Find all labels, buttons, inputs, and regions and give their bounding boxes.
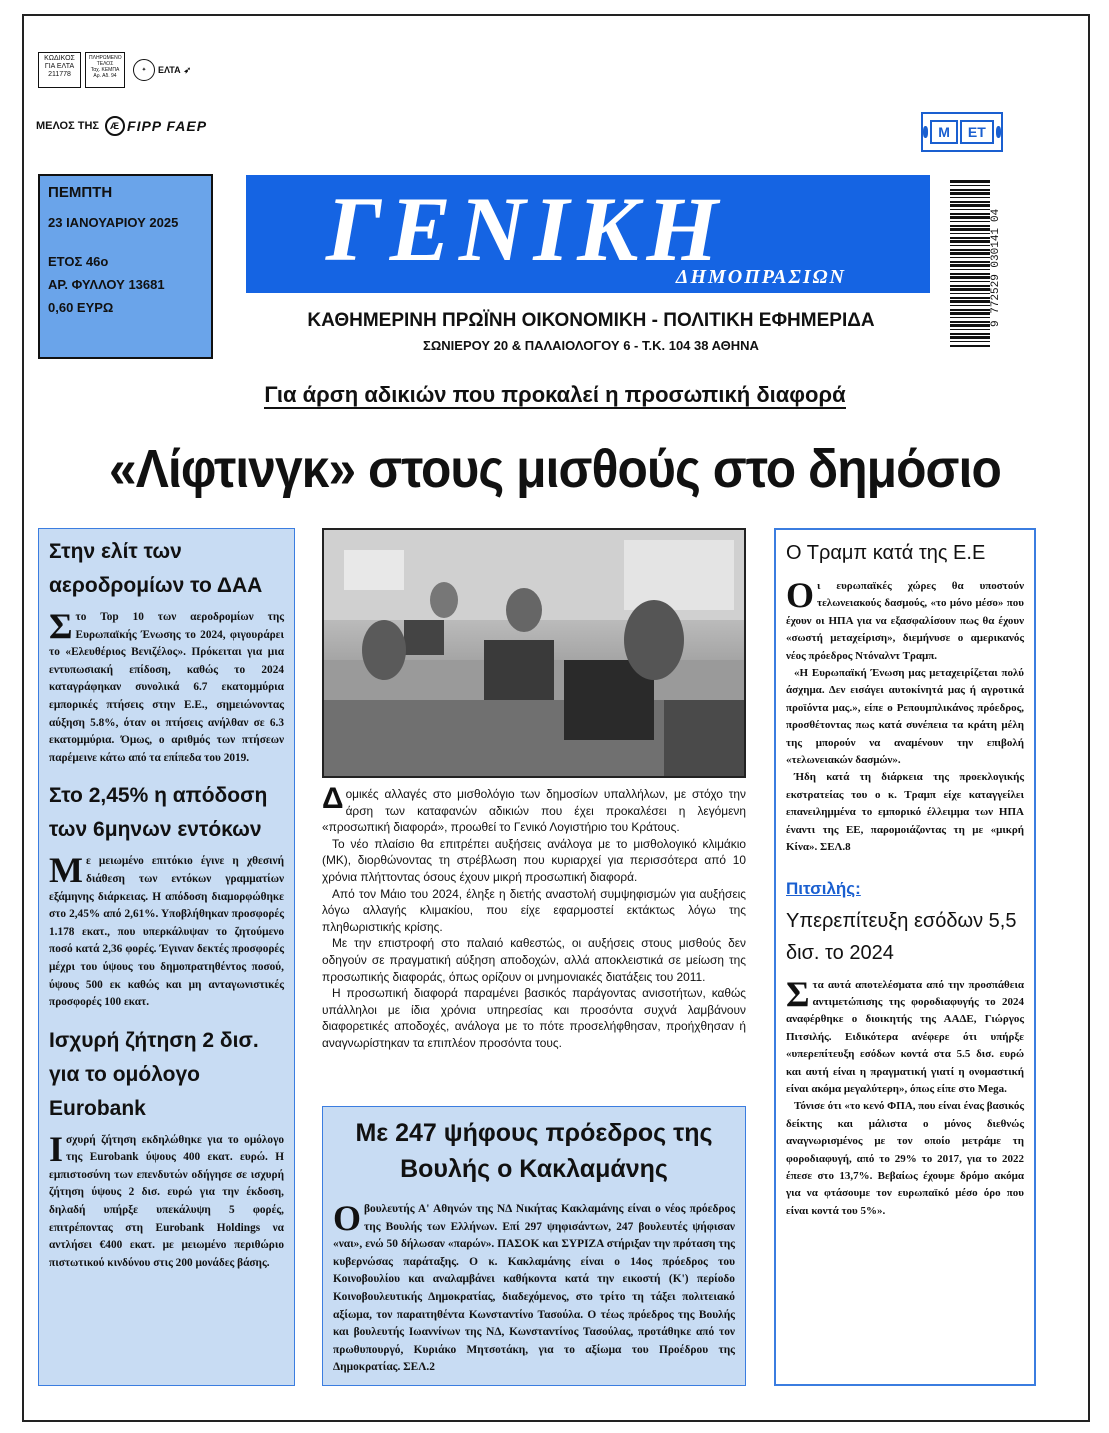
stamp-line: Αρ. Αδ. 94: [93, 73, 117, 79]
stamp-line: ΤΕΛΟΣ: [96, 61, 114, 67]
elta-logo: [133, 59, 191, 81]
article-title: Ο Τραμπ κατά της Ε.Ε: [786, 542, 986, 564]
article-title: Με 247 ψήφους πρόεδρος της Βουλής ο Κακλαμάνης: [355, 1119, 713, 1183]
drop-cap: Ι: [49, 1128, 64, 1169]
barcode-issue: 04: [990, 208, 1002, 222]
article-kicker-link: Πιτσιλής:: [786, 878, 861, 898]
right-dot-icon: [996, 126, 1001, 138]
drop-cap: Ο: [786, 575, 815, 615]
article-title: Ισχυρή ζήτηση 2 δισ. για το ομόλογο Eurobank: [49, 1028, 259, 1120]
newspaper-subtitle: ΔΗΜΟΠΡΑΣΙΩΝ: [675, 266, 846, 288]
met-m: Μ: [930, 120, 958, 144]
article-text: το Top 10 των αεροδρομίων της Ευρωπαϊκής Ένωσης το 2024, φιγουράρει το «Ελευθέριος Βενιζέλος». Πρόκειται για μια εντυπωσιακή επίδοση, καθώς το 2024 καταγράφηκαν συνολικά 6.7 εκατομμύρια εμπορικές πτήσεις στην Ε.Ε., σημειώνοντας αύξηση 5.8%, όταν οι πτήσεις ανήλθαν σε 6.3 εκατομμύρια. Όμως, ο αριθμός των πτήσεων παρέμεινε κάτω από τα επίπεδα του 2019.: [49, 611, 284, 764]
article-text: ε μειωμένο επιτόκιο έγινε η χθεσινή διάθεση των εντόκων γραμματίων εξάμηνης διάρκειας. Η απόδοση διαμορφώθηκε στο 2,45% από 2,61%. Υποβλήθηκαν προσφορές 1.178 εκατ., που υπερκάλυψαν το ζητούμενο ποσό κατά 2,36 φορές. Έγιναν δεκτές προσφορές μέχρι του ύψους του δημοπρατηθέντος ποσού, ύψους 500 εκ καθώς και μη ανταγωνιστικές προσφορές 100 εκατ.: [49, 855, 284, 1009]
seal-icon: ✦: [133, 59, 155, 81]
lead-paragraph: Από τον Μάιο του 2024, έληξε η διετής αναστολή συμψηφισμών για αυξήσεις λόγω αλλαγής κλιμακίου, που είχε εφαρμοστεί εκτάκτως λόγω της πληθωριστικής κρίσης.: [322, 886, 746, 934]
article-body: [49, 1128, 284, 1273]
drop-cap: Μ: [49, 850, 83, 891]
office-illustration: [324, 530, 746, 778]
membership: [36, 116, 207, 136]
article-title: Στο 2,45% η απόδοση των 6μηνων εντόκων: [49, 784, 268, 842]
left-column: [38, 528, 295, 1386]
article-body: [49, 850, 284, 1011]
masthead: [246, 175, 930, 293]
issue-year: ΕΤΟΣ 46ο: [48, 254, 109, 269]
member-label: ΜΕΛΟΣ ΤΗΣ: [36, 120, 100, 132]
ae-circle-icon: Æ: [105, 116, 125, 136]
stamp-line: ΠΛΗΡΩΜΕΝΟ: [89, 55, 122, 61]
drop-cap: Δ: [322, 782, 344, 815]
drop-cap: Σ: [786, 973, 810, 1014]
lead-article-body: [322, 782, 746, 1052]
newspaper-title: ΓΕΝΙΚΗ: [326, 178, 727, 280]
article-body: [786, 973, 1024, 1221]
member-logo-text: FIPP FAEP: [127, 118, 208, 134]
met-badge: [921, 112, 1003, 152]
main-headline: «Λίφτινγκ» στους μισθούς στο δημόσιο: [109, 439, 1001, 499]
issue-number: ΑΡ. ΦΥΛΛΟΥ 13681: [48, 277, 165, 292]
stamp-line: Ταχ. ΚΕΜΠΑ: [90, 67, 120, 73]
postal-stamps: [38, 52, 191, 88]
drop-cap: Ο: [333, 1198, 362, 1238]
newspaper-address: ΣΩΝΙΕΡΟΥ 20 & ΠΑΛΑΙΟΛΟΓΟΥ 6 - Τ.Κ. 104 38 ΑΘΗΝΑ: [423, 338, 759, 353]
stamp-line: 211778: [48, 71, 71, 78]
parliament-article-box: [322, 1106, 746, 1386]
drop-cap: Σ: [49, 606, 73, 646]
article-body: [49, 606, 284, 767]
article-text: Τόνισε ότι «το κενό ΦΠΑ, που είναι ένας βασικός δείκτης και μάλιστα ο μόνος διεθνώς αναγνωρισμένος με τον οποίο μετράμε τη φοροδιαφυγή, από το 29% το 2017, για το 2022 έπεσε στο 13,7%. Βεβαίως έχουμε δρόμο ακόμα για να φτάσουμε τον ευρωπαϊκό μέσο όρο που είναι κοντά του 5%».: [786, 1100, 1024, 1217]
barcode: [950, 180, 990, 348]
article-text: Ήδη κατά τη διάρκεια της προεκλογικής εκστρατείας του ο κ. Τραμπ είχε καταγγείλει επανειλημμένα το εμπορικό έλλειμμα των ΗΠΑ έναντι της ΕΕ, παρομοιάζοντας τη με «μικρή Κίνα». ΣΕΛ.8: [786, 771, 1024, 854]
stamp-line: ΚΩΔΙΚΟΣ: [44, 55, 75, 62]
article-body: [786, 575, 1024, 857]
paid-postage-stamp: [85, 52, 125, 88]
barcode-digits: 9 772529 030141: [990, 228, 1002, 328]
elta-label: ΕΛΤΑ: [158, 65, 181, 75]
met-et: ΕΤ: [960, 120, 994, 144]
lead-paragraph: Με την επιστροφή στο παλαιό καθεστώς, οι αυξήσεις στους μισθούς δεν οδηγούν σε πραγματική αύξηση αποδοχών, αλλά αποκλειστικά σε μείωση της προσωπικής διαφοράς, όπως ορίζουν οι μνημονιακές διατάξεις του 2011.: [322, 936, 746, 984]
article-title: Υπερεπίτευξη εσόδων 5,5 δισ. το 2024: [786, 909, 1017, 964]
article-text: βουλευτής Α' Αθηνών της ΝΔ Νικήτας Κακλαμάνης είναι ο νέος πρόεδρος της Βουλής των Ελλήνων. Επί 297 ψηφισάντων, 247 βουλευτές ψήφισαν «ναι», ενώ 50 δήλωσαν «παρών». ΠΑΣΟΚ και ΣΥΡΙΖΑ στήριξαν την πρόταση της κυβερνώσας παράταξης. Ο κ. Κακλαμάνης είναι ο 14ος πρόεδρος του Κοινοβουλίου και αναλαμβάνει καθήκοντα κατά την εικοστή (Κ') περίοδο Κοινοβουλευτικής Δημοκρατίας, διαδεχόμενος, στο τρίτο τη τάξει πολιτειακό αξίωμα, τον παραιτηθέντα Κωνσταντίνο Τασούλα. Ο τέως πρόεδρος της Βουλής και βουλευτής Ιωαννίνων της ΝΔ, Κωνσταντίνος Τασούλας, προτάθηκε από τον πρωθυπουργό, Κυριάκο Μητσοτάκη, για το αξίωμα του Προέδρου της Δημοκρατίας. ΣΕΛ.2: [333, 1203, 735, 1374]
kicker-text: Για άρση αδικιών που προκαλεί η προσωπική διαφορά: [264, 382, 846, 407]
bird-icon: ➶: [183, 64, 192, 75]
fipp-faep-logo: [105, 116, 207, 136]
article-body: [333, 1198, 735, 1377]
barcode-number: [990, 180, 1010, 356]
left-dot-icon: [923, 126, 928, 138]
article-text: «Η Ευρωπαϊκή Ένωση μας μεταχειρίζεται πολύ άσχημα. Δεν εισάγει αυτοκίνητά μας ή αγροτικά προϊόντα μας.», είπε ο Ρεπουμπλικάνος πρόεδρος, προσθέτοντας πως κατά συνέπεια τα κράτη μέλη της μπορούν να αναμένουν την επιβολή «τελωνειακών δασμών».: [786, 667, 1024, 767]
article-text: σχυρή ζήτηση εκδηλώθηκε για το ομόλογο της Eurobank ύψους 400 εκατ. ευρώ. Η εμπιστοσύνη των επενδυτών οδήγησε σε ισχυρή ζήτηση ύψους 2 δισ. ευρώ για την έκδοση, δηλαδή υπήρξε υπεκάλυψη 5 φορές, επιτρέποντας στη Eurobank Holdings να αντλήσει €400 εκατ. με μειωμένο περιθώριο πιστωτικού κινδύνου στις 200 μονάδες βάσης.: [49, 1133, 284, 1269]
right-column: [774, 528, 1036, 1386]
issue-date: 23 ΙΑΝΟΥΑΡΙΟΥ 2025: [48, 215, 179, 230]
article-text: ι ευρωπαϊκές χώρες θα υποστούν τελωνειακούς δασμούς, «το μόνο μέσο» που έχουν οι ΗΠΑ για να εξασφαλίσουν πως θα έχουν «σωστή μεταχείριση», διεμήνυσε ο αμερικανός νέος πρόεδρος Ντόναλντ Τραμπ.: [786, 580, 1024, 662]
issue-price: 0,60 ΕΥΡΩ: [48, 300, 114, 315]
lead-paragraph: Το νέο πλαίσιο θα επιτρέπει αυξήσεις ανάλογα με το μισθολογικό κλιμάκιο (ΜΚ), διορθώνοντας τη στρέβλωση που κυριαρχεί για περισσότερα από 10 χρόνια πλήττοντας όσους έχουν μικρή προσωπική διαφορά.: [322, 836, 746, 884]
lead-paragraph: ομικές αλλαγές στο μισθολόγιο των δημοσίων υπαλλήλων, με στόχο την άρση των καταφανών αδικιών που έχει προκαλέσει η λεγόμενη «προσωπική διαφορά», προωθεί το Γενικό Λογιστήριο του Κράτους.: [322, 787, 746, 835]
issue-info-box: [38, 174, 213, 359]
stamp-line: ΓΙΑ ΕΛΤΑ: [44, 63, 75, 70]
newspaper-tagline: ΚΑΘΗΜΕΡΙΝΗ ΠΡΩΪΝΗ ΟΙΚΟΝΟΜΙΚΗ - ΠΟΛΙΤΙΚΗ ΕΦΗΜΕΡΙΔΑ: [307, 310, 875, 331]
article-text: τα αυτά αποτελέσματα από την προσπάθεια αντιμετώπισης της φοροδιαφυγής το 2024 αναφέρθηκε ο διοικητής της ΑΑΔΕ, Γιώργος Πιτσιλής. Ειδικότερα ανέφερε ότι υπήρξε «υπερεπίτευξη εσόδων κοντά στα 5.5 δισ. ευρώ και αυτή είναι η πραγματική γιατί η ονομαστική είναι ακόμα μεγαλύτερη», όπως είπε στο Mega.: [786, 978, 1024, 1095]
office-photo: [322, 528, 746, 778]
issue-day: ΠΕΜΠΤΗ: [48, 184, 113, 201]
article-title: Στην ελίτ των αεροδρομίων το ΔΑΑ: [49, 540, 263, 597]
headline-kicker: [40, 382, 1070, 408]
elta-code-stamp: [38, 52, 81, 88]
lead-paragraph: Η προσωπική διαφορά παραμένει βασικός παράγοντας ανισοτήτων, καθώς υπάλληλοι με ίδια χρόνια υπηρεσίας και προσόντα συχνά λαμβάνουν διαφορετικές αποδοχές, ανάλογα με το πότε προσελήφθησαν, προήχθησαν ή αναγνωρίστηκαν τα επιπλέον προσόντα τους.: [322, 986, 746, 1050]
